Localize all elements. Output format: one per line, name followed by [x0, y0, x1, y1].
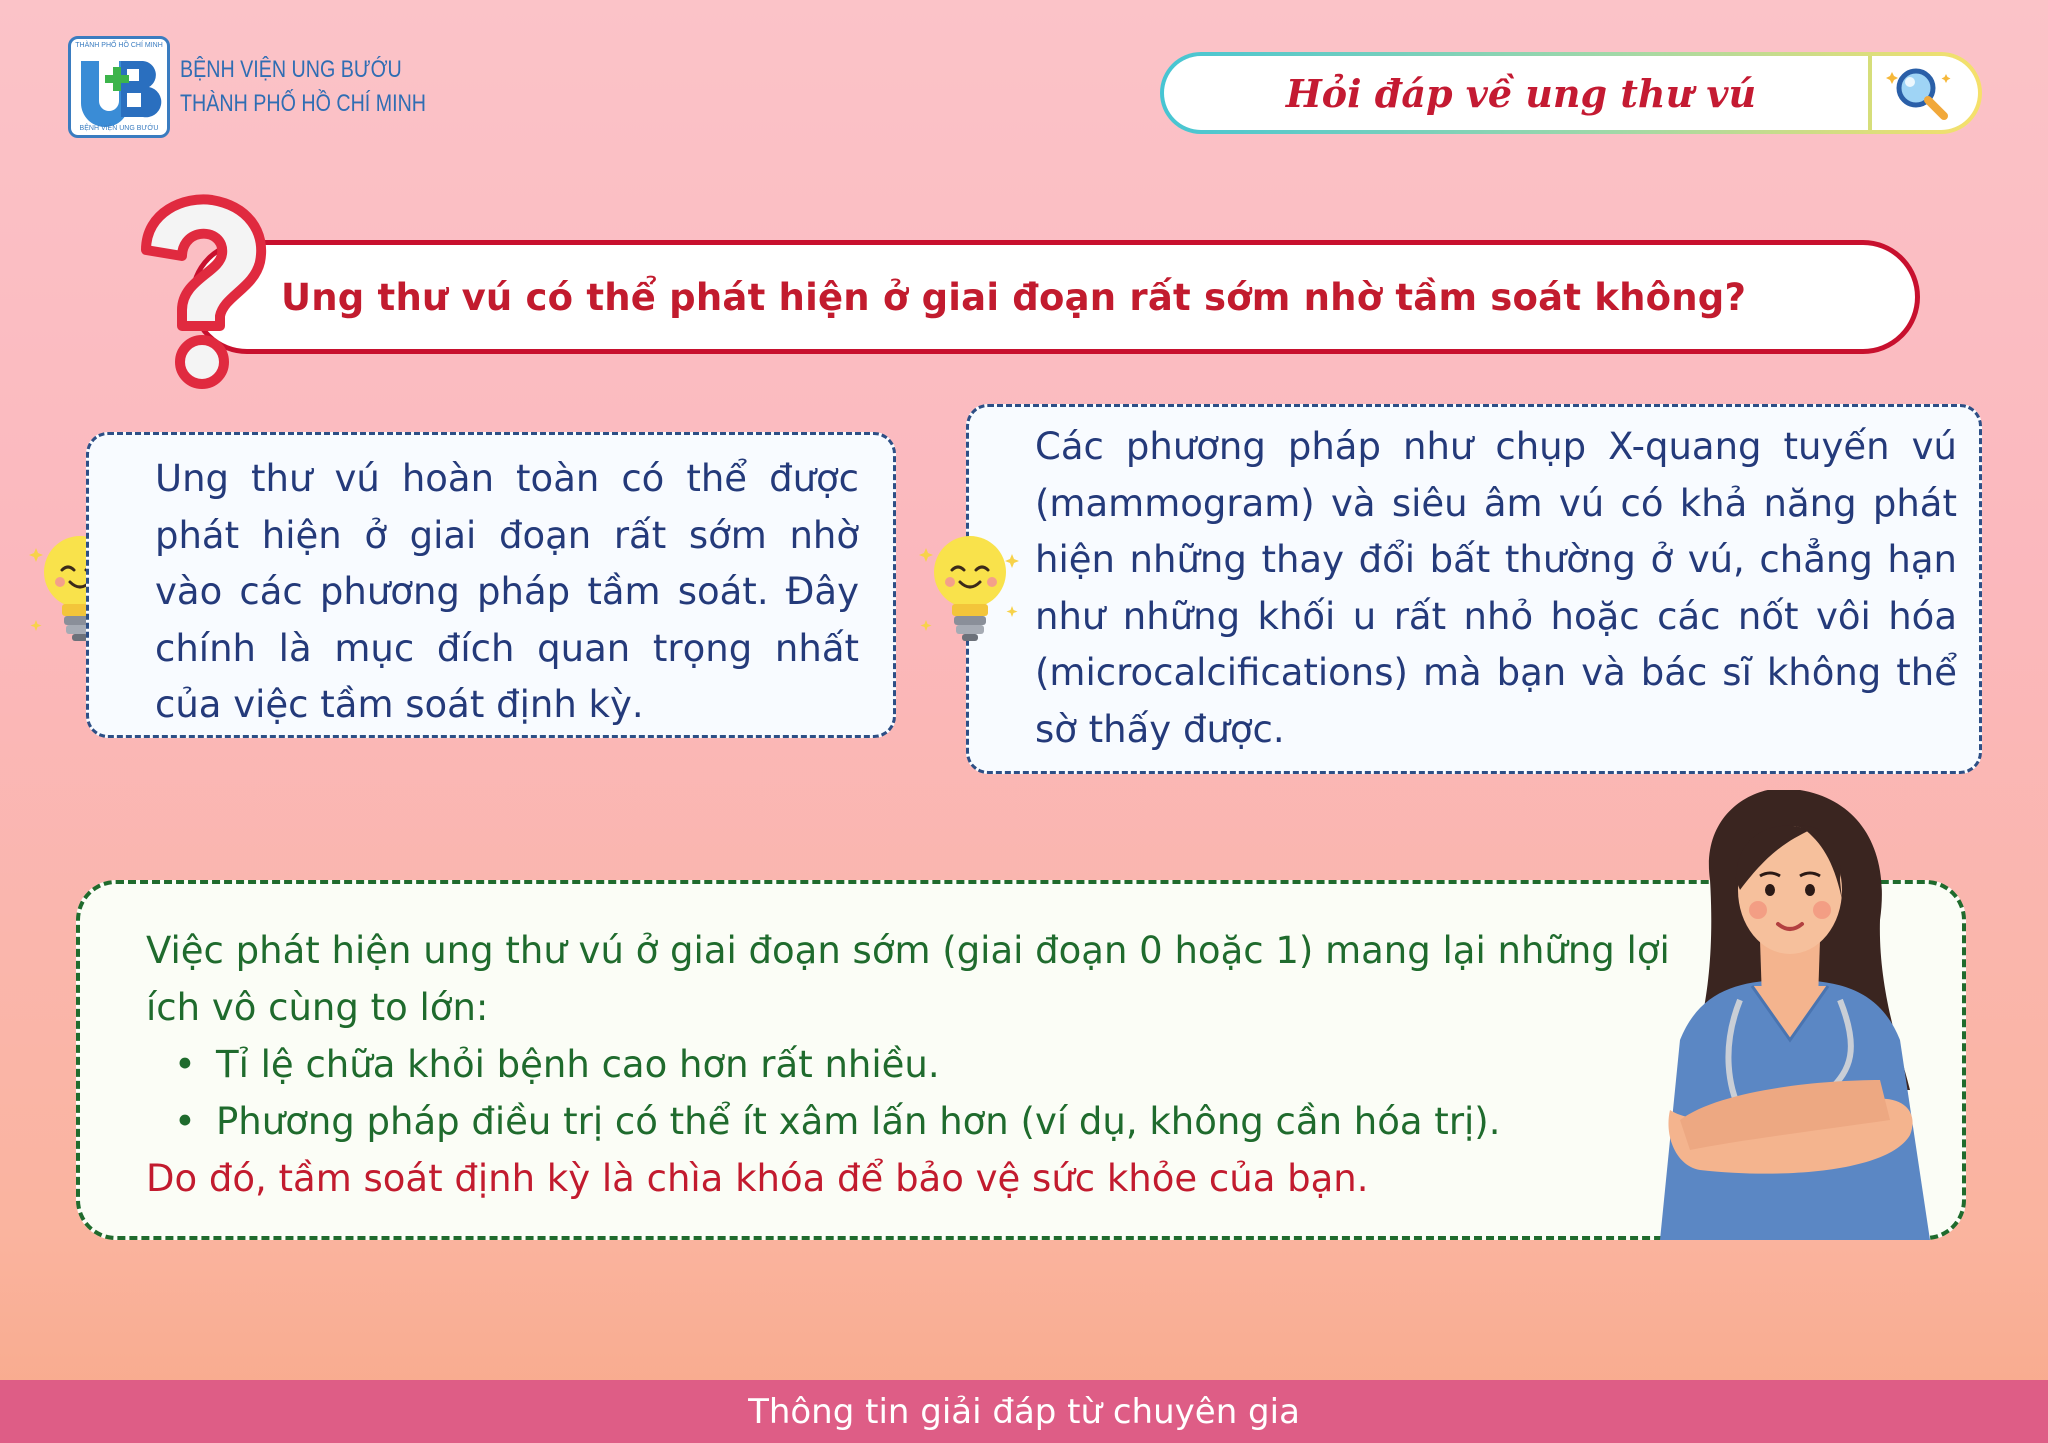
question-mark-icon: [124, 192, 274, 392]
benefits-content: [146, 922, 1706, 1207]
benefit-item: • Phương pháp điều trị có thể ít xâm lấn hơn (ví dụ, không cần hóa trị).: [174, 1093, 1706, 1150]
benefits-conclusion: Do đó, tầm soát định kỳ là chìa khóa để bảo vệ sức khỏe của bạn.: [146, 1157, 1369, 1200]
footer-text: Thông tin giải đáp từ chuyên gia: [748, 1391, 1300, 1432]
lightbulb-icon: [912, 528, 1022, 648]
hospital-logo: [68, 36, 480, 138]
magnifier-icon: [1886, 62, 1956, 124]
doctor-illustration: [1640, 790, 1940, 1240]
benefit-item: • Tỉ lệ chữa khỏi bệnh cao hơn rất nhiều.: [174, 1036, 1706, 1093]
answer-box-left: [86, 432, 896, 738]
pill-divider: [1868, 56, 1872, 130]
answer-left-text: Ung thư vú hoàn toàn có thể được phát hiện ở giai đoạn rất sớm nhờ vào các phương pháp tầm soát. Đây chính là mục đích quan trọng nhất của việc tầm soát định kỳ.: [155, 457, 859, 726]
ub-logo-icon: [68, 36, 170, 138]
logo-mini-top: THÀNH PHỐ HỒ CHÍ MINH: [75, 42, 163, 49]
topic-pill: [1160, 52, 1982, 134]
topic-title: Hỏi đáp về ung thư vú: [1285, 70, 1757, 116]
footer-bar: [0, 1380, 2048, 1443]
answer-box-right: [966, 404, 1982, 774]
hospital-name-line1: BỆNH VIỆN UNG BƯỚU: [180, 56, 402, 83]
question-text: Ung thư vú có thể phát hiện ở giai đoạn rất sớm nhờ tầm soát không?: [281, 275, 1747, 319]
logo-mini-bottom: BỆNH VIỆN UNG BƯỚU: [79, 125, 159, 132]
benefits-list: [146, 1036, 1706, 1150]
benefits-intro: Việc phát hiện ung thư vú ở giai đoạn sớm (giai đoạn 0 hoặc 1) mang lại những lợi ích vô cùng to lớn:: [146, 929, 1670, 1029]
hospital-name: [180, 53, 426, 121]
question-banner: [190, 240, 1920, 354]
answer-right-text: Các phương pháp như chụp X-quang tuyến vú (mammogram) và siêu âm vú có khả năng phát hiện những thay đổi bất thường ở vú, chẳng hạn như những khối u rất nhỏ hoặc các nốt vôi hóa (microcalcifications) mà bạn và bác sĩ không thể sờ thấy được.: [1035, 425, 1957, 751]
hospital-name-line2: THÀNH PHỐ HỒ CHÍ MINH: [180, 90, 426, 117]
